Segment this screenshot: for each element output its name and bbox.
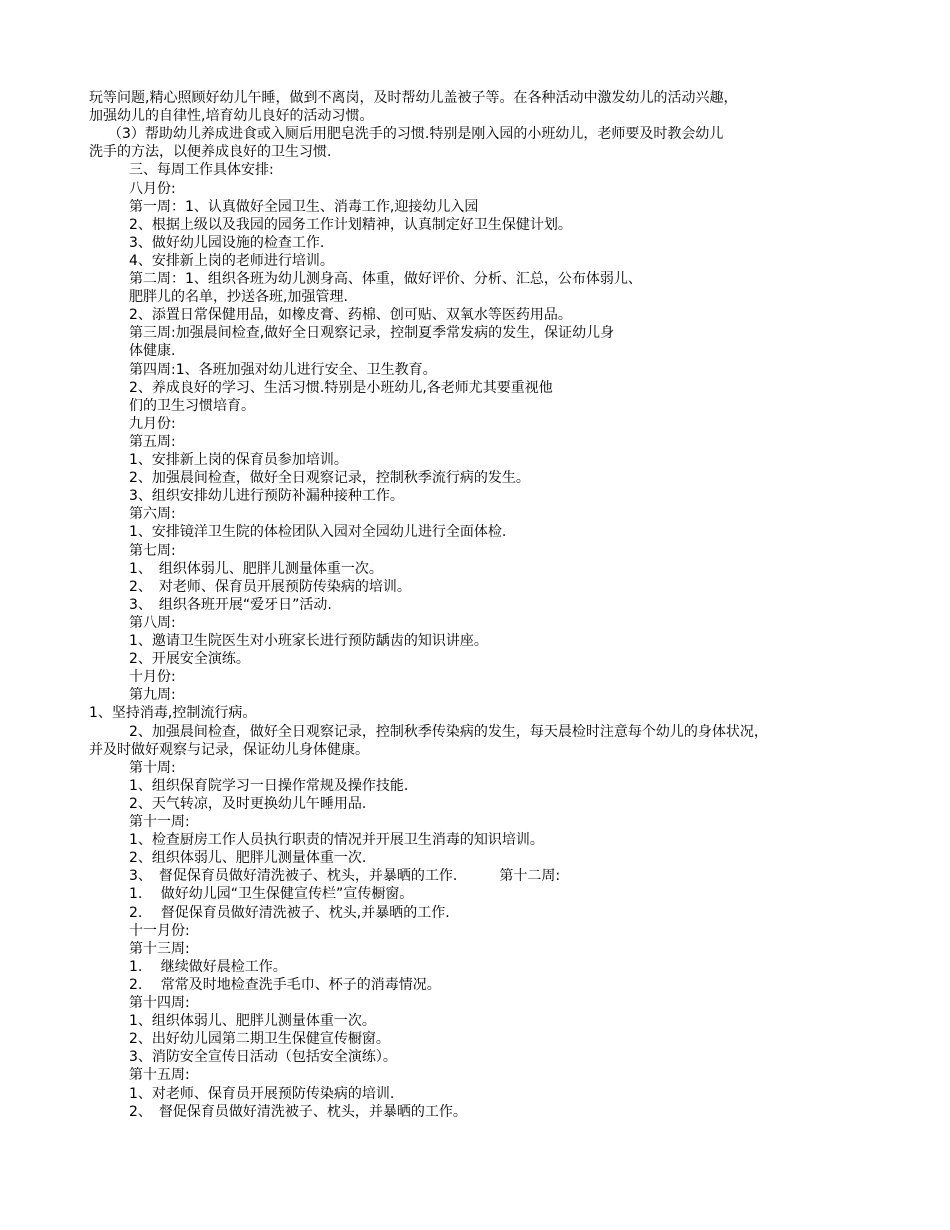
text-line: 1、安排镜洋卫生院的体检团队入园对全园幼儿进行全面体检. bbox=[129, 524, 507, 540]
text-line: 体健康. bbox=[129, 343, 176, 359]
text-line: 2、开展安全演练。 bbox=[129, 651, 250, 667]
text-line: 1、检查厨房工作人员执行职责的情况并开展卫生消毒的知识培训。 bbox=[129, 832, 544, 848]
text-line: 第十一周: bbox=[129, 814, 190, 830]
text-line: 1、坚持消毒,控制流行病。 bbox=[89, 705, 257, 721]
text-line: 2. 常常及时地检查洗手毛巾、杯子的消毒情况。 bbox=[129, 977, 441, 993]
text-line: 三、每周工作具体安排: bbox=[129, 162, 274, 178]
text-line: 第十三周: bbox=[129, 941, 190, 957]
text-line: 2、添置日常保健用品，如橡皮膏、药棉、创可贴、双氧水等医药用品。 bbox=[129, 307, 572, 323]
text-line: 2、加强晨间检查，做好全日观察记录，控制秋季流行病的发生。 bbox=[129, 470, 530, 486]
text-line: 第八周: bbox=[129, 615, 176, 631]
text-line: 2、养成良好的学习、生活习惯.特别是小班幼儿,各老师尤其要重视他 bbox=[129, 380, 553, 396]
text-line: 1. 做好幼儿园“卫生保健宣传栏”宣传橱窗。 bbox=[129, 886, 414, 902]
text-line: 加强幼儿的自律性,培育幼儿良好的活动习惯。 bbox=[89, 108, 374, 124]
text-line: 1、邀请卫生院医生对小班家长进行预防龋齿的知识讲座。 bbox=[129, 633, 488, 649]
text-line: 第九周: bbox=[129, 687, 176, 703]
text-line: 第三周:加强晨间检查,做好全日观察记录，控制夏季常发病的发生，保证幼儿身 bbox=[129, 325, 615, 341]
text-line: 1、 组织体弱儿、肥胖儿测量体重一次。 bbox=[129, 561, 383, 577]
text-line: 九月份: bbox=[129, 416, 176, 432]
text-line: 1、组织体弱儿、肥胖儿测量体重一次。 bbox=[129, 1013, 376, 1029]
text-line: 4、安排新上岗的老师进行培训。 bbox=[129, 253, 334, 269]
text-line: 1、对老师、保育员开展预防传染病的培训. bbox=[129, 1086, 395, 1102]
text-line: 洗手的方法，以便养成良好的卫生习惯. bbox=[89, 144, 332, 160]
text-line: 2、根据上级以及我园的园务工作计划精神，认真制定好卫生保健计划。 bbox=[129, 217, 572, 233]
text-line: 十一月份: bbox=[129, 923, 190, 939]
text-line: 2、加强晨间检查，做好全日观察记录，控制秋季传染病的发生，每天晨检时注意每个幼儿的身体状况， bbox=[129, 724, 768, 740]
text-line: 第七周: bbox=[129, 543, 176, 559]
text-line: 1、组织保育院学习一日操作常规及操作技能. bbox=[129, 778, 409, 794]
text-line: 2、出好幼儿园第二期卫生保健宣传橱窗。 bbox=[129, 1031, 390, 1047]
text-line: 3、组织安排幼儿进行预防补漏种接种工作。 bbox=[129, 488, 404, 504]
text-line: 2、组织体弱儿、肥胖儿测量体重一次. bbox=[129, 850, 367, 866]
text-line: 第一周：1、认真做好全园卫生、消毒工作,迎接幼儿入园 bbox=[129, 199, 479, 215]
text-line: 第十五周: bbox=[129, 1067, 190, 1083]
text-line: 并及时做好观察与记录，保证幼儿身体健康。 bbox=[89, 742, 369, 758]
text-line: 十月份: bbox=[129, 669, 176, 685]
text-line: 们的卫生习惯培育。 bbox=[129, 398, 255, 414]
text-line: 肥胖儿的名单，抄送各班,加强管理. bbox=[129, 289, 348, 305]
text-line: 3、 组织各班开展“爱牙日”活动. bbox=[129, 597, 332, 613]
text-line: 3、 督促保育员做好清洗被子、枕头，并暴晒的工作. 第十二周: bbox=[129, 868, 561, 884]
text-line: 2. 督促保育员做好清洗被子、枕头,并暴晒的工作. bbox=[129, 905, 450, 921]
text-line: 八月份: bbox=[129, 181, 176, 197]
text-line: 2、 督促保育员做好清洗被子、枕头，并暴晒的工作。 bbox=[129, 1104, 467, 1120]
text-line: （3）帮助幼儿养成进食或入厕后用肥皂洗手的习惯.特别是刚入园的小班幼儿，老师要及时教会幼儿 bbox=[108, 126, 724, 142]
text-line: 1、安排新上岗的保育员参加培训。 bbox=[129, 452, 348, 468]
text-line: 3、做好幼儿园设施的检查工作. bbox=[129, 235, 325, 251]
text-line: 第六周: bbox=[129, 506, 176, 522]
text-line: 第十四周: bbox=[129, 995, 190, 1011]
text-line: 玩等问题,精心照顾好幼儿午睡，做到不离岗，及时帮幼儿盖被子等。在各种活动中激发幼儿的活动兴趣， bbox=[89, 90, 738, 106]
text-line: 2、 对老师、保育员开展预防传染病的培训。 bbox=[129, 579, 411, 595]
text-line: 第五周: bbox=[129, 434, 176, 450]
text-line: 3、消防安全宣传日活动（包括安全演练）。 bbox=[129, 1049, 397, 1065]
text-line: 第十周: bbox=[129, 760, 176, 776]
text-line: 第二周：1、组织各班为幼儿测身高、体重，做好评价、分析、汇总，公布体弱儿、 bbox=[129, 271, 642, 287]
text-line: 2、天气转凉，及时更换幼儿午睡用品. bbox=[129, 796, 367, 812]
text-line: 1. 继续做好晨检工作。 bbox=[129, 959, 287, 975]
text-line: 第四周:1、各班加强对幼儿进行安全、卫生教育。 bbox=[129, 362, 437, 378]
